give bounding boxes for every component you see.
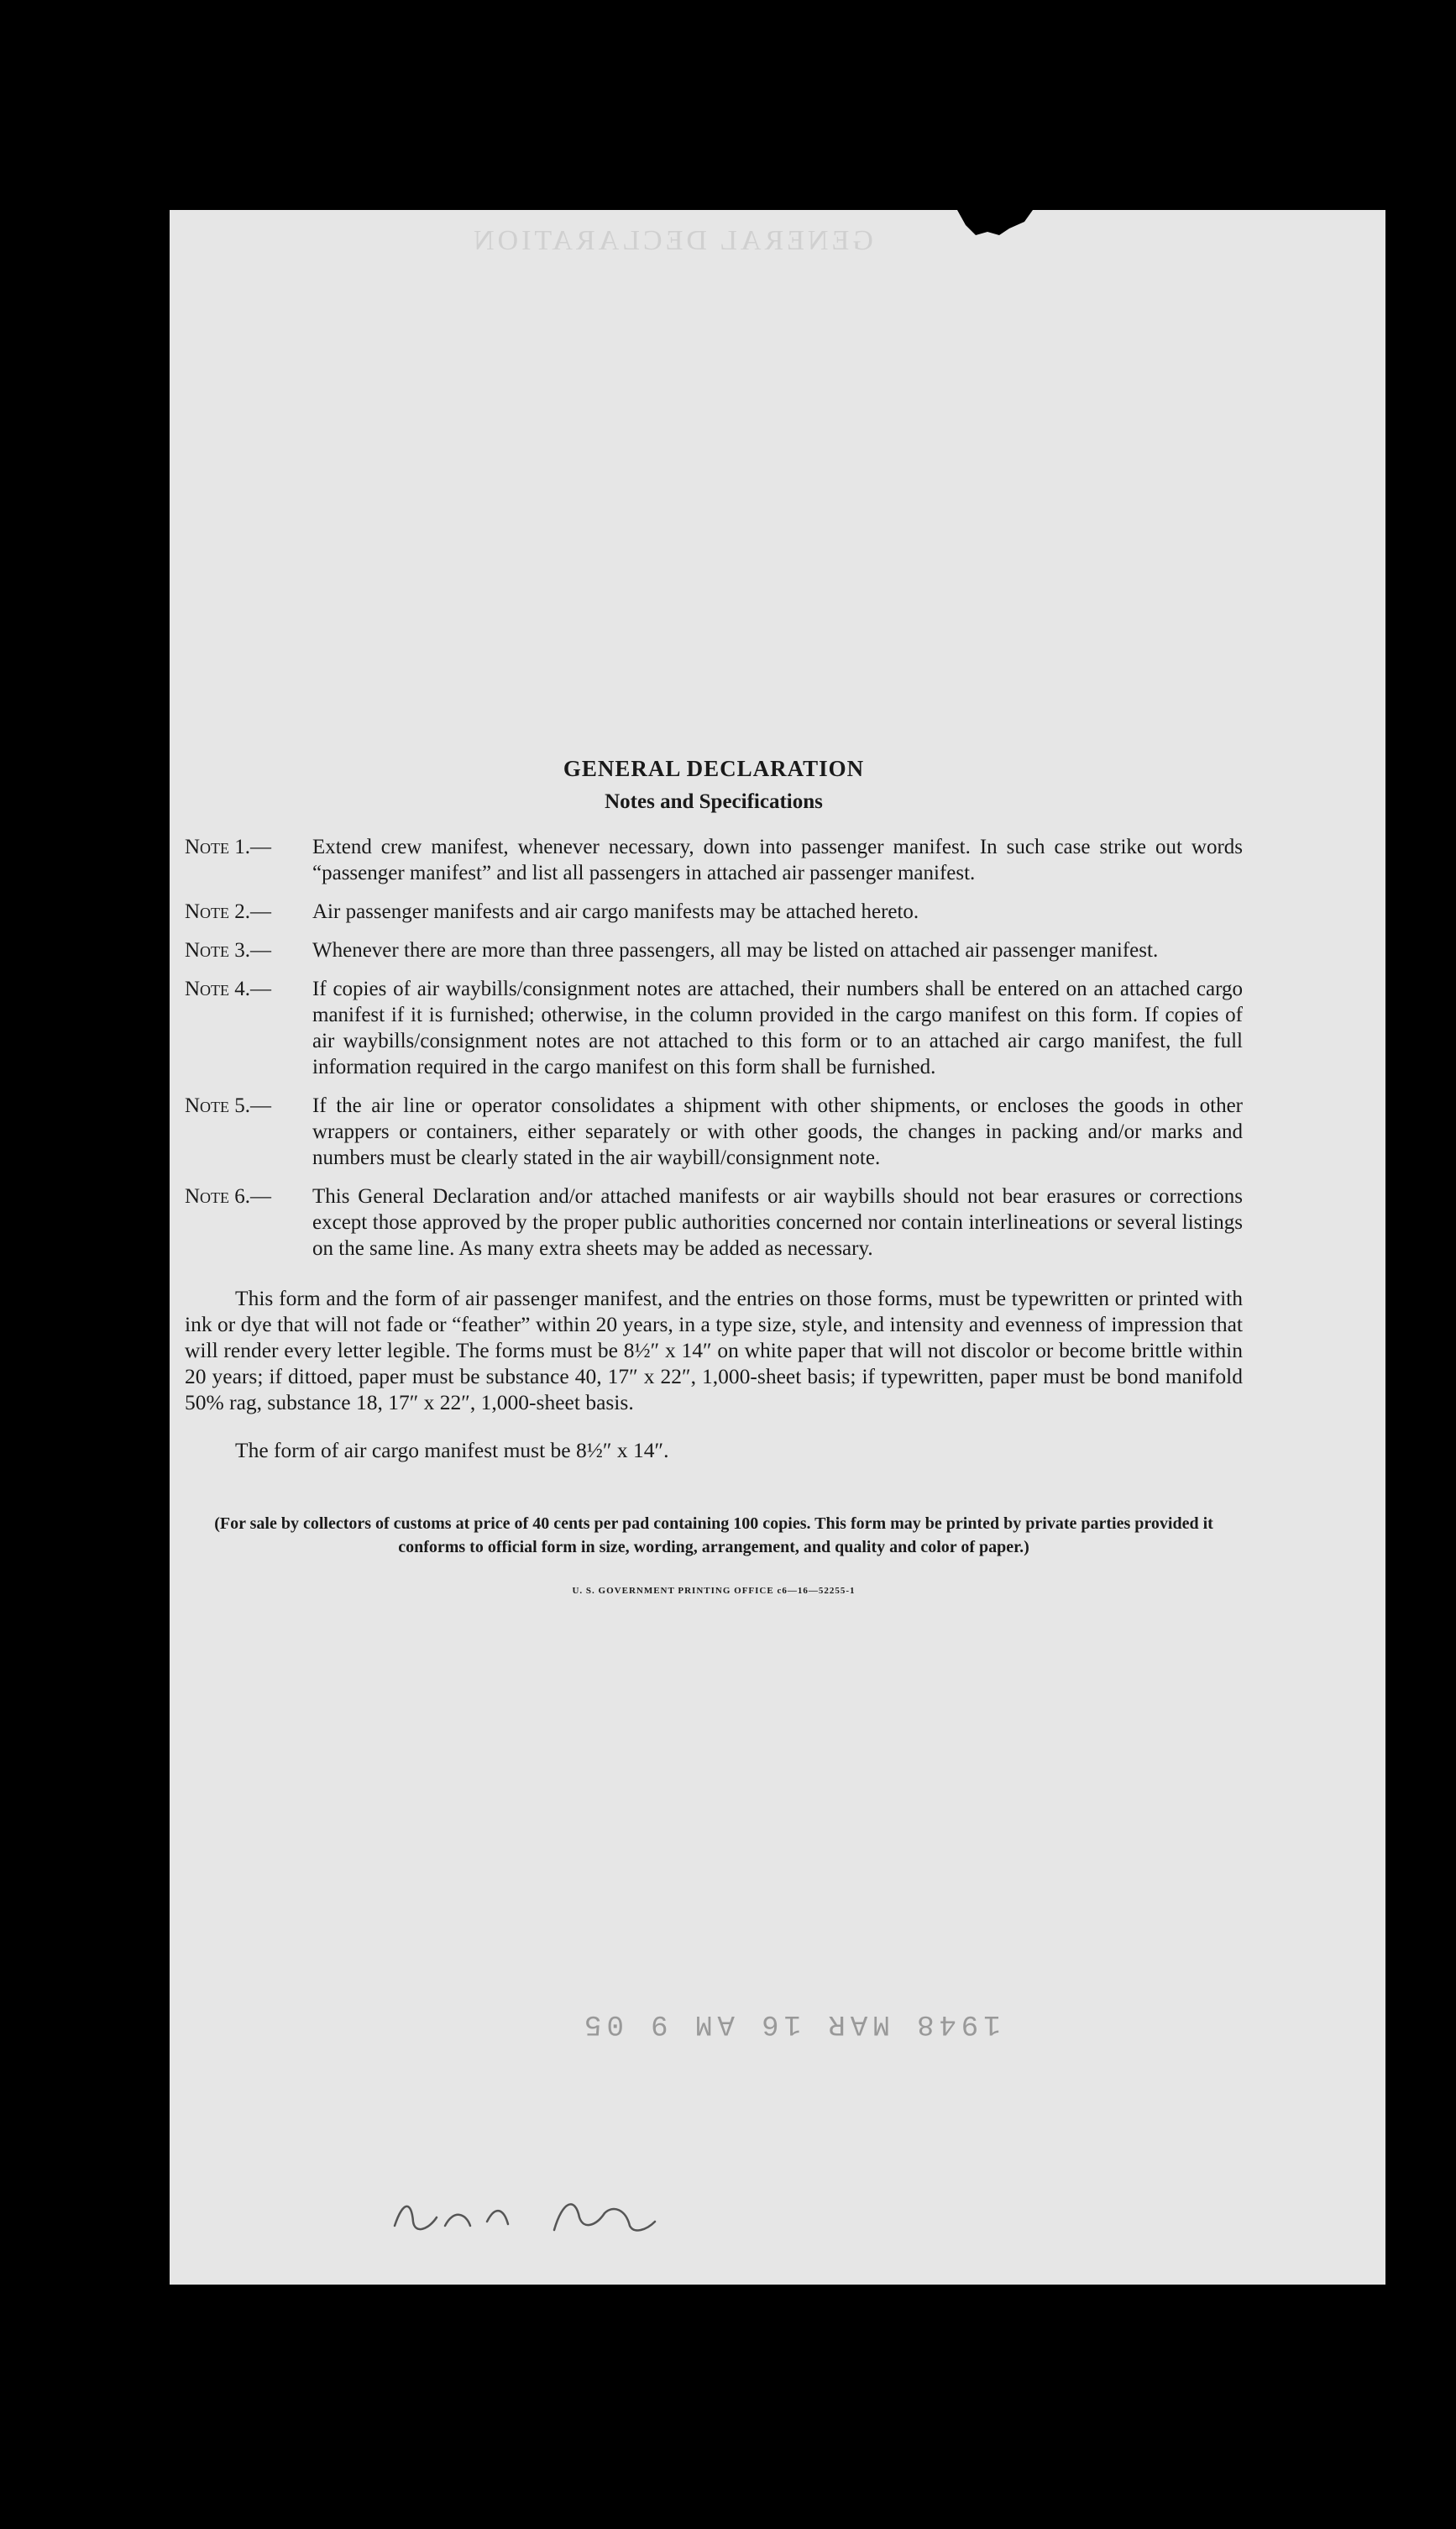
notes-content bbox=[185, 756, 1243, 1596]
note-text: If copies of air waybills/consignment notes are attached, their numbers shall be entered on an attached cargo manifest if it is furnished; otherwise, in the column provided in the cargo manifest on this form. If copies of air waybills/consignment notes are not attached to this form or to an attached air cargo manifest, the full information required in the cargo manifest on this form shall be furnished. bbox=[312, 978, 1243, 1078]
form-specification-paragraph: This form and the form of air passenger manifest, and the entries on those forms, must be typewritten or printed with ink or dye that will not fade or “feather” within 20 years, in a type size, style, and intensity and evenness of impression that will render every letter legible. The forms must be 8½″ x 14″ on white paper that will not discolor or become brittle within 20 years; if dittoed, paper must be substance 40, 17″ x 22″, 1,000-sheet basis; if typewritten, paper must be bond manifold 50% rag, substance 18, 17″ x 22″, 1,000-sheet basis. bbox=[185, 1286, 1243, 1414]
page-title: GENERAL DECLARATION bbox=[563, 756, 865, 781]
note-label: Note 5.— bbox=[185, 1094, 272, 1117]
note-label: Note 3.— bbox=[185, 939, 272, 962]
note-text: Extend crew manifest, whenever necessary, down into passenger manifest. In such case strike out words “passenger manifest” and list all passengers in attached air passenger manifest. bbox=[312, 836, 1243, 884]
page-subtitle: Notes and Specifications bbox=[605, 790, 823, 813]
note-label: Note 6.— bbox=[185, 1185, 272, 1208]
cargo-form-specification: The form of air cargo manifest must be 8½″ x 14″. bbox=[235, 1437, 669, 1462]
printing-office-imprint: U. S. GOVERNMENT PRINTING OFFICE c6—16—52255-1 bbox=[572, 1585, 856, 1596]
note-label: Note 1.— bbox=[185, 836, 272, 858]
note-3 bbox=[185, 937, 1243, 963]
note-label: Note 2.— bbox=[185, 900, 272, 923]
note-4 bbox=[185, 976, 1243, 1080]
note-1 bbox=[185, 834, 1243, 886]
received-date-stamp: 1948 MAR 16 AM 9 05 bbox=[579, 2007, 1001, 2039]
sale-notice: (For sale by collectors of customs at price of 40 cents per pad containing 100 copies. This form may be printed by private parties provided it conforms to official form in size, wording, arrangement, and quality and color of paper.) bbox=[214, 1514, 1213, 1556]
bleed-through-title: GENERAL DECLARATION bbox=[470, 225, 873, 256]
note-2 bbox=[185, 899, 1243, 925]
note-text: Air passenger manifests and air cargo manifests may be attached hereto. bbox=[312, 900, 919, 923]
note-5 bbox=[185, 1093, 1243, 1171]
note-text: Whenever there are more than three passengers, all may be listed on attached air passenger manifest. bbox=[312, 939, 1159, 962]
note-text: If the air line or operator consolidates a shipment with other shipments, or encloses the goods in other wrappers or containers, either separately or with other goods, the changes in packing and/or marks and numbers must be clearly stated in the air waybill/consignment note. bbox=[312, 1094, 1243, 1169]
note-label: Note 4.— bbox=[185, 978, 272, 1000]
note-6 bbox=[185, 1183, 1243, 1262]
note-text: This General Declaration and/or attached manifests or air waybills should not bear erasures or corrections except those approved by the proper public authorities concerned nor contain interlineations or several listings on the same line. As many extra sheets may be added as necessary. bbox=[312, 1185, 1243, 1260]
torn-edge bbox=[957, 210, 1033, 244]
handwritten-signature bbox=[386, 2184, 689, 2243]
